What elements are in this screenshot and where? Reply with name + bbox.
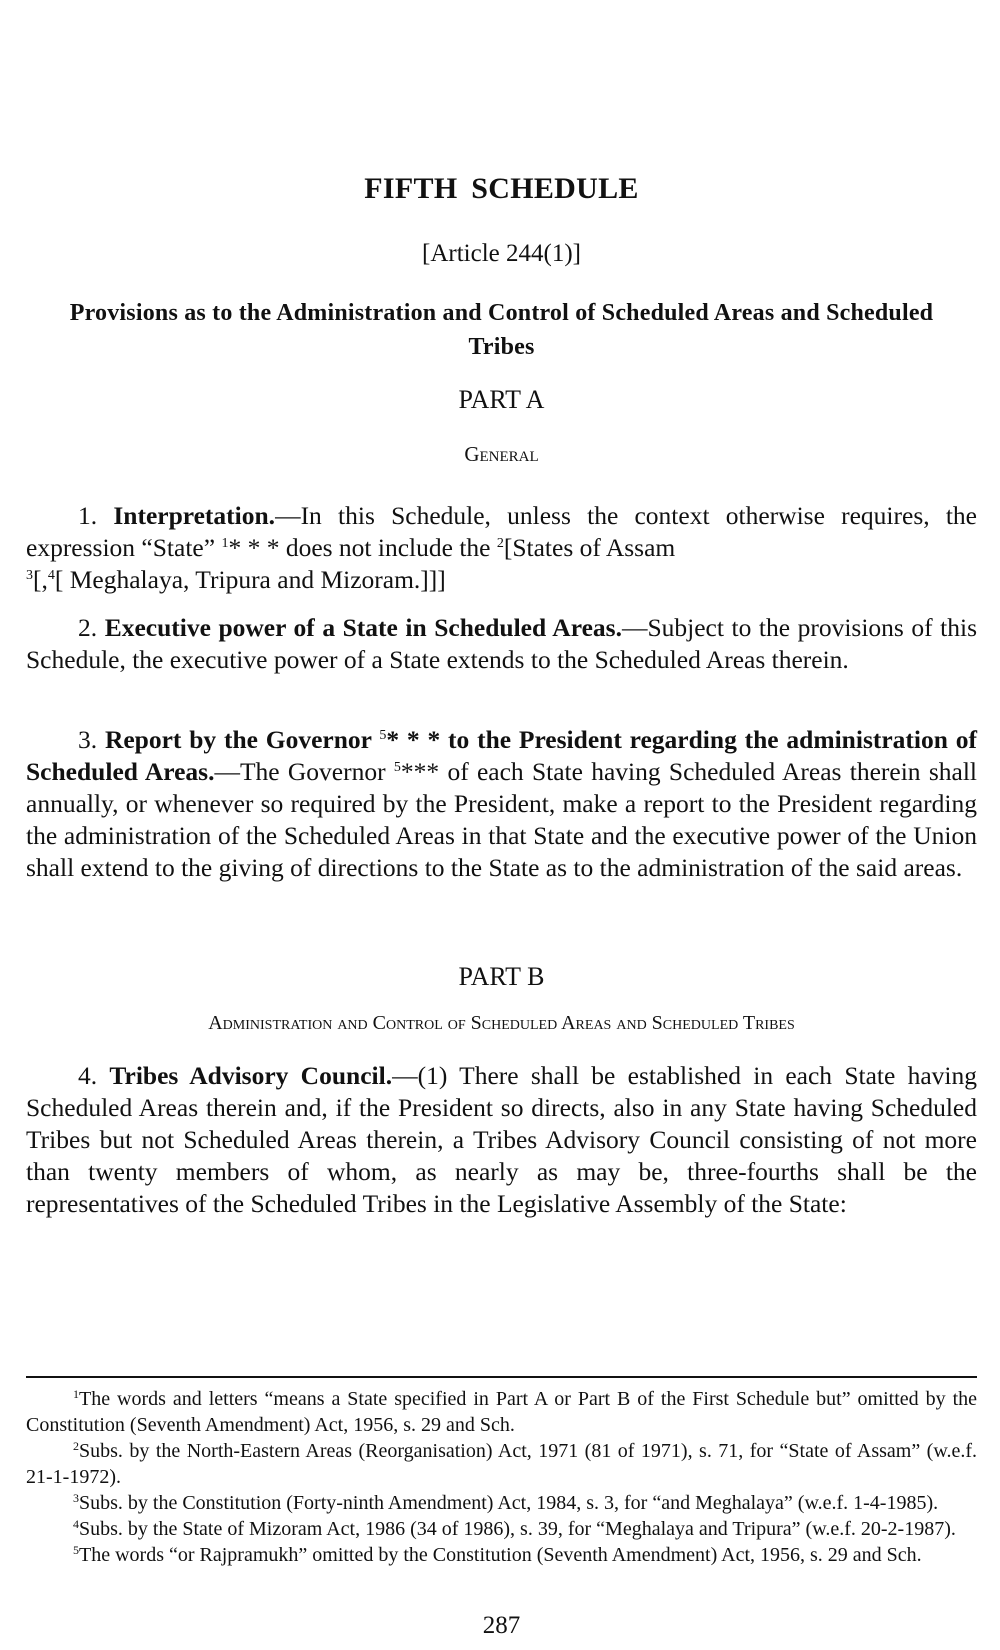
paragraph-number: 2. — [78, 613, 98, 642]
paragraph-number: 3. — [78, 725, 98, 754]
paragraph-text: —In this Schedule, unless the context otherwise requires, the expression “State” — [26, 501, 977, 562]
paragraph-text: [States of Assam — [503, 533, 676, 562]
page-number: 287 — [482, 1612, 521, 1639]
footnote-text: Subs. by the Constitution (Forty-ninth Amendment) Act, 1984, s. 3, for “and Meghalaya” (w.e.f. 1-4-1985). — [79, 1492, 939, 1514]
schedule-title: FIFTH SCHEDULE — [364, 172, 639, 205]
footnote-1 — [26, 1386, 977, 1438]
paragraph-heading: Tribes Advisory Council. — [109, 1061, 393, 1090]
paragraph-1 — [26, 500, 977, 596]
footnote-ref: 4 — [47, 568, 55, 583]
paragraph-4 — [26, 1060, 977, 1220]
paragraph-3 — [26, 724, 977, 884]
footnote-mark: 5 — [73, 1543, 79, 1557]
paragraph-text: —Subject to the provisions of this Schedule, the executive power of a State extends to the Scheduled Areas therein. — [26, 613, 978, 674]
footnote-2 — [26, 1438, 977, 1490]
footnote-text: The words “or Rajpramukh” omitted by the Constitution (Seventh Amendment) Act, 1956, s. 29 and Sch. — [79, 1544, 922, 1566]
footnote-mark: 1 — [73, 1387, 79, 1401]
part-b-heading: PART B — [458, 962, 545, 991]
footnote-mark: 3 — [73, 1491, 79, 1505]
paragraph-text: —The Governor — [214, 757, 394, 786]
paragraph-text: * * * does not include the — [228, 533, 497, 562]
document-page — [26, 0, 977, 1650]
paragraph-text: [ Meghalaya, Tripura and Mizoram.]]] — [54, 565, 446, 594]
footnote-ref: 3 — [26, 568, 33, 583]
paragraph-heading: Report by the Governor — [104, 725, 380, 754]
footnote-3 — [26, 1490, 977, 1516]
part-b-subheading: Administration and Control of Scheduled Areas and Scheduled Tribes — [208, 1012, 795, 1034]
footnote-text: Subs. by the North-Eastern Areas (Reorganisation) Act, 1971 (81 of 1971), s. 71, for “State of Assam” (w.e.f. 21-1-1972). — [26, 1440, 977, 1488]
article-reference: [Article 244(1)] — [422, 240, 581, 267]
footnote-ref: 5 — [379, 728, 387, 743]
paragraph-text: —(1) There shall be established in each State having Scheduled Areas therein and, if the President so directs, also in any State having Scheduled Tribes but not Scheduled Areas therein, a Tribes Advisory Council consisting of not more than twenty members of whom, as nearly as may be, three-fourths shall be the representatives of the Scheduled Tribes in the Legislative Assembly of the State: — [26, 1061, 977, 1218]
footnote-ref: 1 — [221, 536, 229, 551]
paragraph-heading: * * * to the President regarding the administration of Scheduled Areas. — [26, 725, 977, 786]
footnote-divider — [26, 1376, 977, 1378]
footnote-text: Subs. by the State of Mizoram Act, 1986 (34 of 1986), s. 39, for “Meghalaya and Tripura” (w.e.f. 20-2-1987). — [79, 1518, 956, 1540]
part-a-subheading: General — [464, 442, 539, 466]
footnote-5 — [26, 1542, 977, 1568]
footnote-ref: 5 — [393, 760, 401, 775]
part-a-heading: PART A — [458, 385, 545, 414]
schedule-subtitle: Provisions as to the Administration and Control of Scheduled Areas and Scheduled Tribes — [69, 300, 934, 360]
footnote-mark: 2 — [73, 1439, 79, 1453]
paragraph-2 — [26, 612, 977, 676]
paragraph-number: 4. — [78, 1061, 98, 1090]
footnote-mark: 4 — [73, 1517, 79, 1531]
footnotes — [26, 1386, 977, 1568]
footnote-4 — [26, 1516, 977, 1542]
paragraph-heading: Executive power of a State in Scheduled Areas. — [104, 613, 622, 642]
paragraph-heading: Interpretation. — [113, 501, 276, 530]
footnote-text: The words and letters “means a State specified in Part A or Part B of the First Schedule but” omitted by the Constitution (Seventh Amendment) Act, 1956, s. 29 and Sch. — [26, 1388, 977, 1436]
paragraph-text: *** of each State having Scheduled Areas therein shall annually, or whenever so required by the President, make a report to the President regarding the administration of the Scheduled Areas in that State and the executive power of the Union shall extend to the giving of directions to the State as to the administration of the said areas. — [26, 757, 977, 882]
paragraph-number: 1. — [78, 501, 98, 530]
paragraph-text: [, — [33, 565, 48, 594]
footnote-ref: 2 — [496, 536, 504, 551]
